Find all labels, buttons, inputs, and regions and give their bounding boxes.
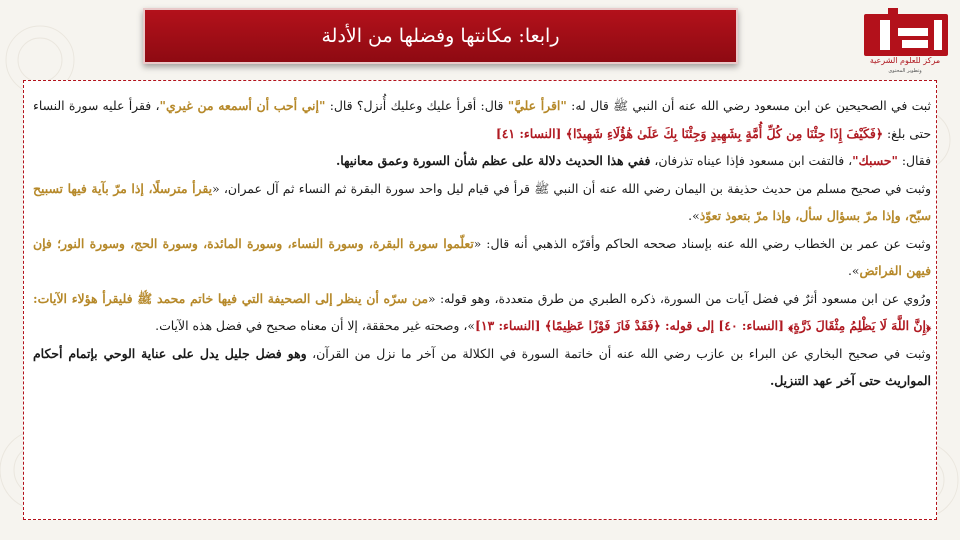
logo-tagline: وتطوير المحتوى — [888, 68, 922, 74]
paragraph-1 — [33, 92, 931, 147]
p2-text-c: ، فالتفت ابن مسعود فإذا عيناه تذرفان، — [650, 153, 853, 168]
p2-conclusion: ففي هذا الحديث دلالة على عظم شأن السورة وعمق معانيها. — [335, 153, 651, 168]
p3-text-c: ». — [688, 208, 700, 223]
p5-text-a: ورُوي عن ابن مسعود أثرٌ في فضل آيات من السورة، ذكره الطبري من طرق متعددة، وهو قوله: « — [428, 290, 931, 306]
paragraph-6 — [33, 340, 931, 395]
paragraph-2 — [33, 147, 931, 175]
content-body — [33, 92, 931, 395]
paragraph-4 — [33, 230, 931, 285]
p4-umar-quote: تعلّموا سورة البقرة، وسورة النساء، وسورة المائدة، وسورة الحج، وسورة النور؛ فإن فيهن الفرائض — [33, 235, 931, 278]
p1-quran-verse: ﴿فَكَيْفَ إِذَا جِئْنَا مِن كُلِّ أُمَّةٍ بِشَهِيدٍ وَجِئْنَا بِكَ عَلَىٰ هَٰؤُلَاءِ شَهِيدًا﴾ [النساء: ٤١] — [495, 125, 884, 141]
p5-text-d: »، وصحته غير محققة، إلا أن معناه صحيح في فضل هذه الآيات. — [155, 318, 475, 333]
page-title: رابعا: مكانتها وفضلها من الأدلة — [321, 25, 560, 47]
p4-text-a: وثبت عن عمر بن الخطاب رضي الله عنه بإسناد صححه الحاكم وأقرّه الذهبي أنه قال: « — [473, 235, 931, 251]
paragraph-3 — [33, 175, 931, 230]
p1-quote-read: "اقرأ عليَّ" — [507, 98, 567, 113]
paragraph-5 — [33, 285, 931, 340]
p3-text-a: وثبت في صحيح مسلم من حديث حذيفة بن اليمان رضي الله عنه أن النبي ﷺ قرأ في قيام ليل واحد سورة البقرة ثم النساء ثم آل عمران، « — [212, 180, 931, 196]
p2-text-a: فقال: — [897, 153, 931, 168]
logo-subtitle: مركز للعلوم الشرعية — [869, 56, 941, 65]
p3-hadith-quote: يقرأ مترسلًا، إذا مرّ بآية فيها تسبيح سبّح، وإذا مرّ بسؤال سأل، وإذا مرّ بتعوذ تعوّذ — [33, 180, 931, 223]
p6-text-a: وثبت في صحيح البخاري عن البراء بن عازب رضي الله عنه أن خاتمة السورة في الكلالة من آخر ما نزل من القرآن، — [306, 345, 931, 361]
p5-quote: من سرّه أن ينظر إلى الصحيفة التي فيها خاتم محمد ﷺ فليقرأ هؤلاء الآيات: — [33, 290, 429, 306]
p6-conclusion: وهو فضل جليل يدل على عناية الوحي بإتمام أحكام المواريث حتى آخر عهد التنزيل. — [33, 345, 931, 388]
p2-quote-hasbuk: "حسبك" — [852, 153, 898, 168]
title-banner — [143, 8, 738, 64]
p1-text-a: ثبت في الصحيحين عن ابن مسعود رضي الله عنه أن النبي ﷺ قال له: — [566, 98, 931, 113]
p1-text-c: قال: أقرأ عليك وعليك أُنزل؟ قال: — [325, 98, 508, 113]
p1-text-e: ، فقرأ عليه سورة النساء حتى بلغ: — [33, 98, 931, 141]
p5-quran-verses: ﴿إِنَّ اللَّهَ لَا يَظْلِمُ مِثْقَالَ ذَرَّةٍ﴾ [النساء: ٤٠] إلى قوله: ﴿فَقَدْ فَازَ فَوْزًا عَظِيمًا﴾ [النساء: ١٣] — [474, 318, 931, 333]
p4-text-c: ». — [847, 263, 860, 278]
p1-quote-hear: "إني أحب أن أسمعه من غيري" — [159, 98, 326, 113]
